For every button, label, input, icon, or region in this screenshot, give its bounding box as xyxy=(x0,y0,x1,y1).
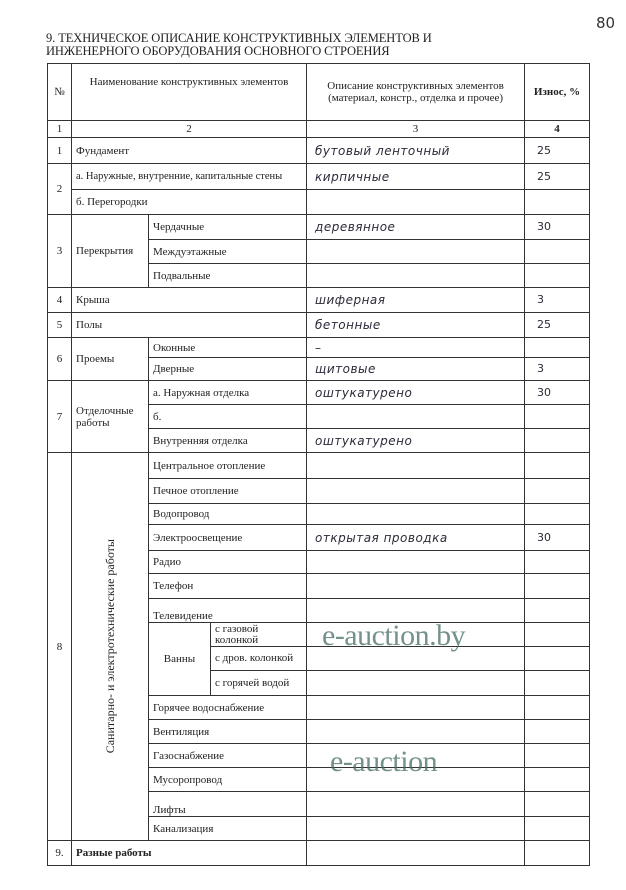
header-num: № xyxy=(48,64,72,121)
row-num: 1 xyxy=(48,138,72,164)
row-wear: 25 xyxy=(525,138,590,164)
row-name: Крыша xyxy=(72,288,307,313)
row-name: Газоснабжение xyxy=(149,744,307,768)
table-row xyxy=(48,381,590,405)
row-name: Подвальные xyxy=(149,264,307,288)
column-numbers-row xyxy=(48,121,590,138)
row-name: Дверные xyxy=(149,358,307,381)
table-row xyxy=(48,164,590,190)
row-name: Оконные xyxy=(149,338,307,358)
row-name: б. Перегородки xyxy=(72,190,307,215)
row-desc: – xyxy=(307,338,525,358)
row-name: Чердачные xyxy=(149,215,307,240)
row-wear: 30 xyxy=(525,381,590,405)
row-num: 6 xyxy=(48,338,72,381)
col-number: 3 xyxy=(307,121,525,138)
row-name: Мусоропровод xyxy=(149,768,307,792)
row-name: Лифты xyxy=(149,792,307,817)
row-group: Перекрытия xyxy=(72,215,149,288)
table-row xyxy=(48,215,590,240)
col-number: 1 xyxy=(48,121,72,138)
watermark: e-auction xyxy=(330,745,438,778)
row-desc: оштукатурено xyxy=(307,429,525,453)
row-group: Ванны xyxy=(149,623,211,696)
table-row xyxy=(48,338,590,358)
watermark: e-auction.by xyxy=(322,619,466,652)
row-desc: бутовый ленточный xyxy=(307,138,525,164)
row-desc: бетонные xyxy=(307,313,525,338)
row-name: Центральное отопление xyxy=(149,453,307,479)
header-name: Наименование конструктивных элементов xyxy=(72,64,307,121)
row-name: Разные работы xyxy=(72,841,307,866)
table-row xyxy=(48,453,590,479)
row-name: Радио xyxy=(149,551,307,574)
row-name: с горячей водой xyxy=(211,671,307,696)
row-desc: щитовые xyxy=(307,358,525,381)
row-group: Отделочные работы xyxy=(72,381,149,453)
col-number: 4 xyxy=(525,121,590,138)
row-wear: 30 xyxy=(525,525,590,551)
row-num: 3 xyxy=(48,215,72,288)
row-desc: шиферная xyxy=(307,288,525,313)
row-desc: кирпичные xyxy=(307,164,525,190)
table-row xyxy=(48,288,590,313)
row-name: Водопровод xyxy=(149,504,307,525)
table-row xyxy=(48,313,590,338)
row-name: Вентиляция xyxy=(149,720,307,744)
row-wear: 3 xyxy=(525,288,590,313)
row-wear: 25 xyxy=(525,164,590,190)
page-title: 9. ТЕХНИЧЕСКОЕ ОПИСАНИЕ КОНСТРУКТИВНЫХ ЭЛЕМЕНТОВ И ИНЖЕНЕРНОГО ОБОРУДОВАНИЯ ОСНОВНОГО СТРОЕНИЯ xyxy=(46,31,432,58)
row-desc: открытая проводка xyxy=(307,525,525,551)
row-wear: 3 xyxy=(525,358,590,381)
row-desc: деревянное xyxy=(307,215,525,240)
row-wear: 25 xyxy=(525,313,590,338)
row-num: 2 xyxy=(48,164,72,215)
row-num: 4 xyxy=(48,288,72,313)
row-name: Междуэтажные xyxy=(149,240,307,264)
row-name: Фундамент xyxy=(72,138,307,164)
row-group: Санитарно- и электротехнические работы xyxy=(72,453,149,841)
row-name: с дров. колонкой xyxy=(211,647,307,671)
row-name: б. xyxy=(149,405,307,429)
row-group: Проемы xyxy=(72,338,149,381)
row-num: 7 xyxy=(48,381,72,453)
header-desc: Описание конструктивных элементов (материал, констр., отделка и прочее) xyxy=(307,64,525,121)
table-row xyxy=(48,190,590,215)
row-name: Телевидение xyxy=(149,599,307,623)
page-number: 80 xyxy=(596,14,616,32)
header-wear: Износ, % xyxy=(525,64,590,121)
row-name: а. Наружная отделка xyxy=(149,381,307,405)
row-name: Полы xyxy=(72,313,307,338)
row-name: Печное отопление xyxy=(149,479,307,504)
row-desc: оштукатурено xyxy=(307,381,525,405)
col-number: 2 xyxy=(72,121,307,138)
row-name: Канализация xyxy=(149,817,307,841)
row-name: а. Наружные, внутренние, капитальные стены xyxy=(72,164,307,190)
row-name: с газовой колонкой xyxy=(211,623,307,647)
row-name: Электроосвещение xyxy=(149,525,307,551)
row-num: 9. xyxy=(48,841,72,866)
row-name: Телефон xyxy=(149,574,307,599)
row-wear: 30 xyxy=(525,215,590,240)
row-num: 8 xyxy=(48,453,72,841)
construction-elements-table xyxy=(47,63,590,866)
table-row xyxy=(48,841,590,866)
row-name: Внутренняя отделка xyxy=(149,429,307,453)
table-row xyxy=(48,138,590,164)
row-name: Горячее водоснабжение xyxy=(149,696,307,720)
header-row xyxy=(48,64,590,121)
row-num: 5 xyxy=(48,313,72,338)
